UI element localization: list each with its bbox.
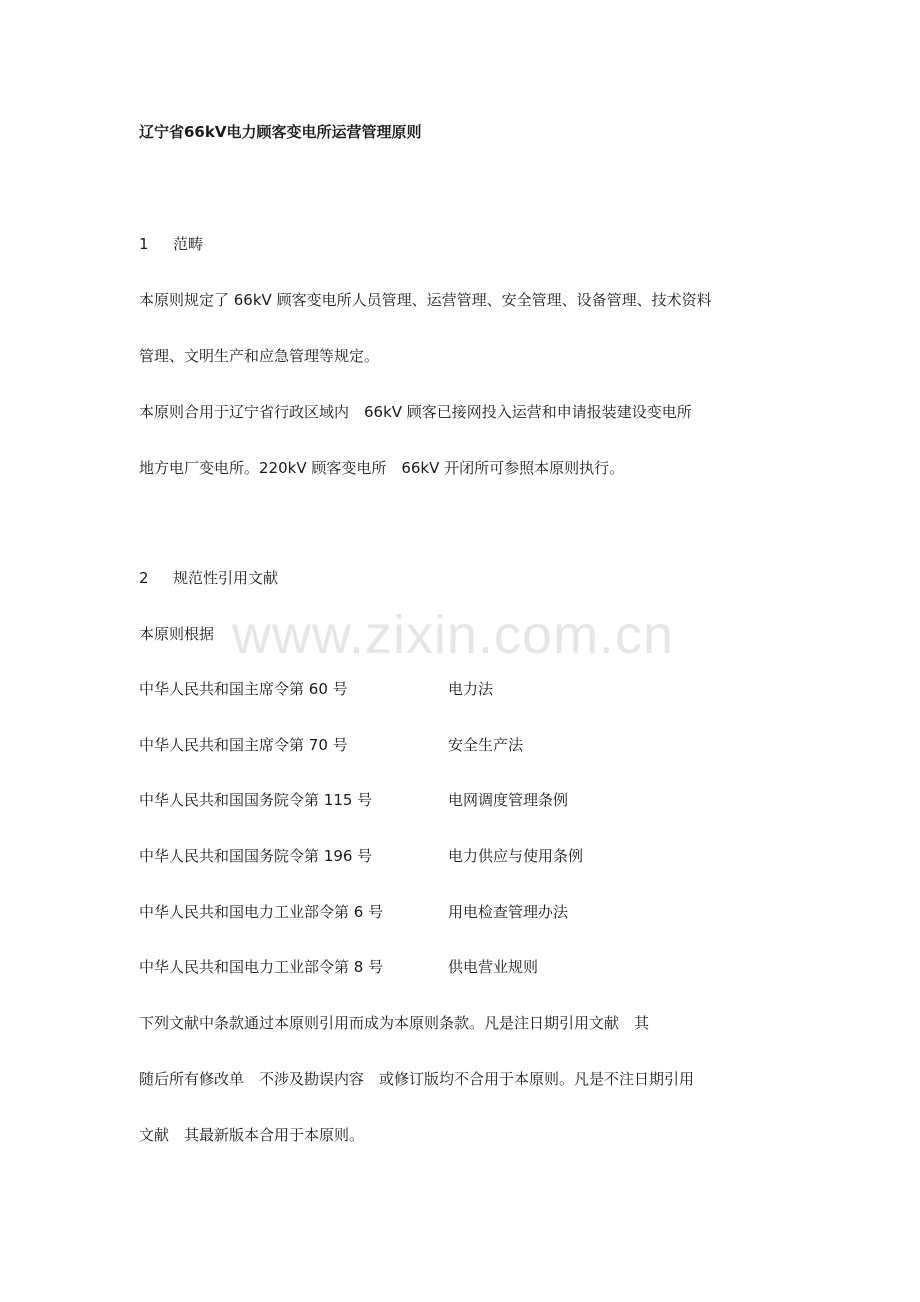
section-2-closing-line-1: 下列文献中条款通过本原则引用而成为本原则条款。凡是注日期引用文献 其 bbox=[139, 1014, 650, 1032]
section-1-heading bbox=[139, 234, 203, 254]
section-1-paragraph-1-line-1: 本原则规定了 66kV 顾客变电所人员管理、运营管理、安全管理、设备管理、技术资料 bbox=[139, 291, 712, 309]
law-order: 中华人民共和国主席令第 60 号 bbox=[139, 680, 348, 698]
watermark: www.zixin.com.cn bbox=[232, 605, 675, 665]
document-title: 辽宁省66kV电力顾客变电所运营管理原则 bbox=[139, 123, 422, 141]
section-2-title: 规范性引用文献 bbox=[173, 569, 279, 587]
section-2-heading bbox=[139, 568, 278, 588]
section-1-paragraph-2-line-1: 本原则合用于辽宁省行政区域内 66kV 顾客已接网投入运营和申请报装建设变电所 bbox=[139, 403, 692, 421]
section-2-closing-line-3: 文献 其最新版本合用于本原则。 bbox=[139, 1126, 365, 1144]
law-name: 供电营业规则 bbox=[448, 958, 539, 976]
section-1-number: 1 bbox=[139, 235, 149, 253]
section-2-intro: 本原则根据 bbox=[139, 625, 215, 643]
law-name: 电力供应与使用条例 bbox=[448, 847, 584, 865]
section-2-number: 2 bbox=[139, 569, 149, 587]
section-2-closing-line-2: 随后所有修改单 不涉及勘误内容 或修订版均不合用于本原则。凡是不注日期引用 bbox=[139, 1070, 695, 1088]
law-order: 中华人民共和国国务院令第 196 号 bbox=[139, 847, 373, 865]
law-name: 电网调度管理条例 bbox=[448, 791, 569, 809]
law-order: 中华人民共和国电力工业部令第 6 号 bbox=[139, 903, 384, 921]
law-order: 中华人民共和国电力工业部令第 8 号 bbox=[139, 958, 384, 976]
section-1-title: 范畴 bbox=[173, 235, 204, 253]
section-1-paragraph-1-line-2: 管理、文明生产和应急管理等规定。 bbox=[139, 347, 380, 365]
law-name: 安全生产法 bbox=[448, 736, 524, 754]
law-name: 电力法 bbox=[448, 680, 494, 698]
law-name: 用电检查管理办法 bbox=[448, 903, 569, 921]
section-1-paragraph-2-line-2: 地方电厂变电所。220kV 顾客变电所 66kV 开闭所可参照本原则执行。 bbox=[139, 459, 625, 477]
law-order: 中华人民共和国主席令第 70 号 bbox=[139, 736, 348, 754]
law-order: 中华人民共和国国务院令第 115 号 bbox=[139, 791, 373, 809]
